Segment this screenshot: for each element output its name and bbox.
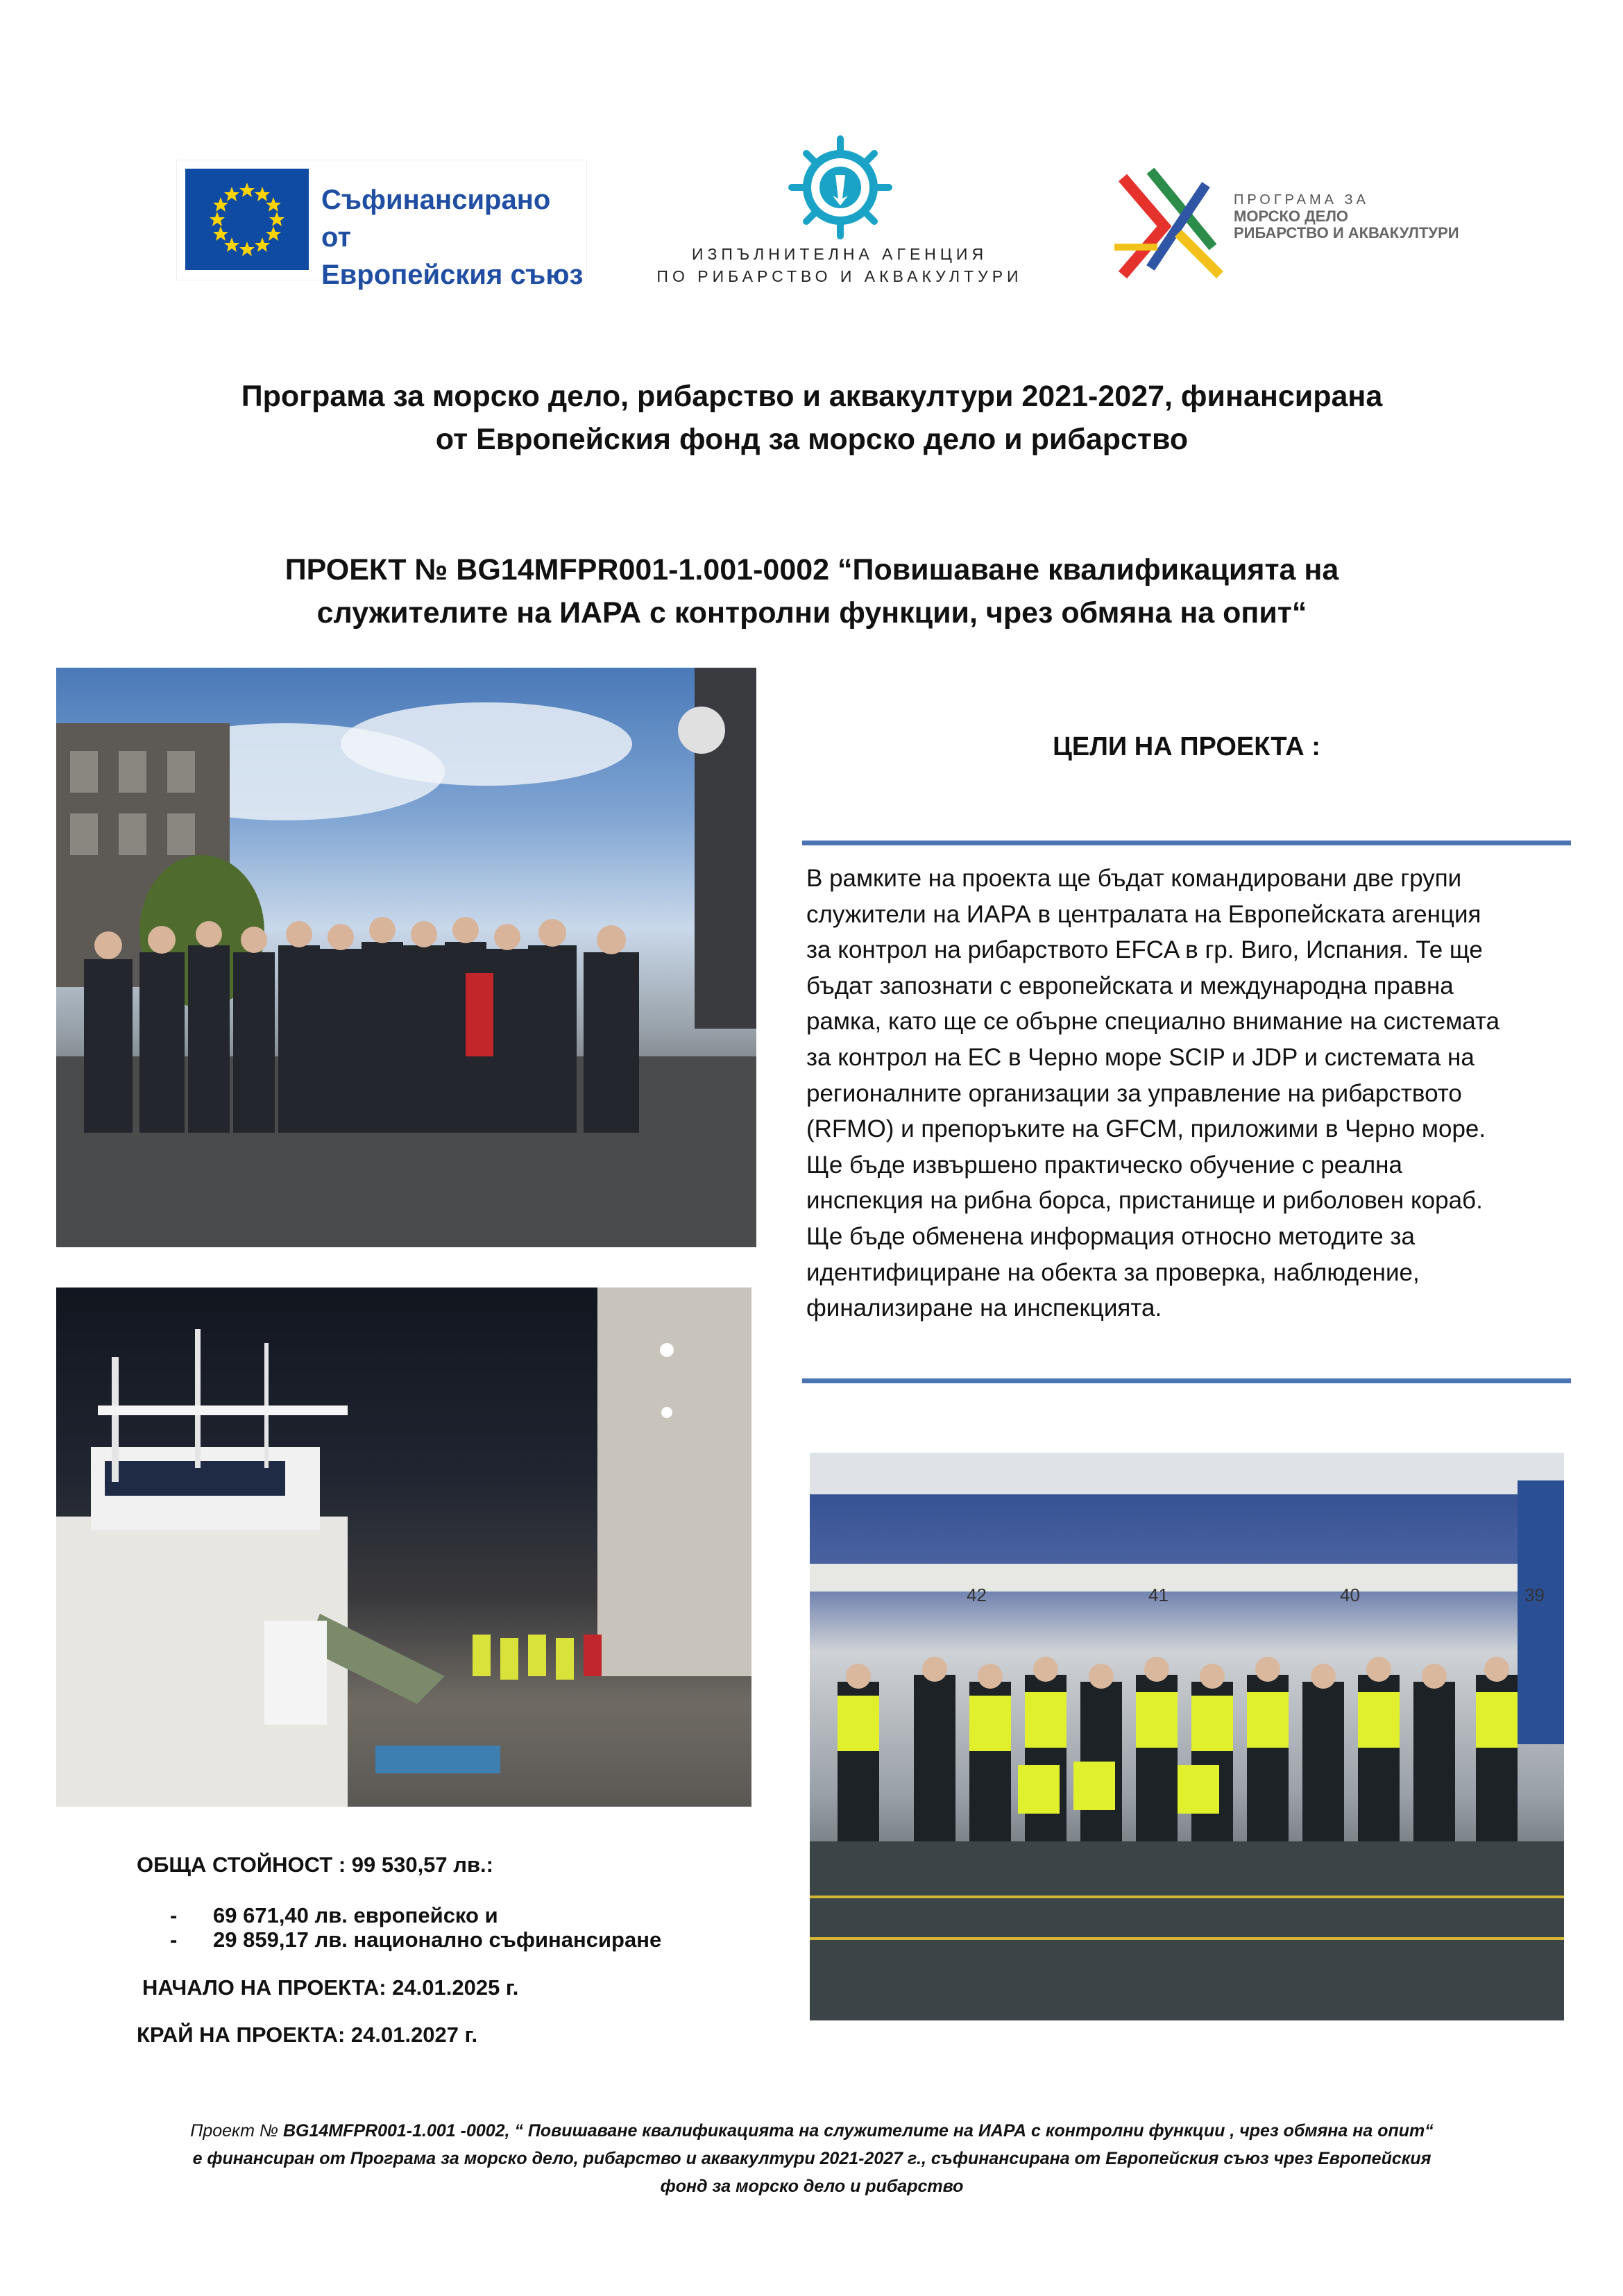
program-logo-line1: ПРОГРАМА ЗА: [1234, 192, 1369, 208]
group-photo-terrace: [56, 668, 756, 1247]
footer-line3-bold: фонд за морско дело и рибарство: [660, 2177, 964, 2196]
program-logo-line2: МОРСКО ДЕЛО: [1234, 208, 1348, 225]
bay-number-40: 40: [1340, 1585, 1360, 1605]
program-logo-line3: РИБАРСТВО И АКВАКУЛТУРИ: [1234, 224, 1459, 242]
goals-line: регионалните организации за управление на рибарството: [806, 1079, 1462, 1107]
iara-logo-line1: ИЗПЪЛНИТЕЛНА АГЕНЦИЯ: [691, 245, 988, 263]
project-title-line1: ПРОЕКТ № BG14MFPR001-1.001-0002 “Повишаване квалификацията на: [284, 553, 1339, 586]
footer-line2: [83, 2145, 1540, 2172]
goals-line: Ще бъде обменена информация относно методите за: [806, 1222, 1415, 1250]
eu-logo-line1: Съфинансирано от: [321, 185, 551, 253]
footer-note: [83, 2117, 1540, 2200]
project-title: [104, 548, 1520, 634]
footer-line1-bold: BG14MFPR001-1.001 -0002, “ Повишаване квалификацията на служителите на ИАРА с контролни функции , чрез обмяна на опит“: [282, 2121, 1434, 2141]
bay-number-41: 41: [1148, 1585, 1169, 1605]
bay-number-39: 39: [1524, 1585, 1545, 1605]
program-heading: [104, 375, 1520, 461]
ship-wheel-icon: [781, 132, 899, 243]
goals-line: инспекция на рибна борса, пристанище и риболовен кораб.: [806, 1187, 1483, 1215]
iara-logo: [652, 132, 1027, 292]
total-value: ОБЩА СТОЙНОСТ : 99 530,57 лв.:: [137, 1852, 493, 1877]
program-logo: [1109, 164, 1470, 282]
program-heading-line2: от Европейския фонд за морско дело и рибарство: [435, 423, 1189, 456]
project-end: КРАЙ НА ПРОЕКТА: 24.01.2027 г.: [137, 2023, 478, 2047]
eu-cofunded-logo: [176, 160, 587, 290]
program-x-mark-icon: [1109, 164, 1227, 282]
finance-item-national-text: 29 859,17 лв. национално съфинансиране: [213, 1927, 662, 1952]
goals-bottom-divider: [802, 1378, 1571, 1383]
group-photo-fish-market: [810, 1453, 1564, 2020]
goals-text: [806, 861, 1568, 1326]
footer-line3: [83, 2172, 1540, 2200]
goals-line: финализиране на инспекцията.: [806, 1294, 1162, 1322]
goals-line: за контрол на рибарството EFCA в гр. Виго, Испания. Те ще: [806, 936, 1483, 964]
footer-line1: [83, 2117, 1540, 2145]
goals-line: бъдат запознати с европейската и международна правна: [806, 972, 1454, 999]
bay-number-42: 42: [967, 1585, 987, 1605]
program-heading-line1: Програма за морско дело, рибарство и аквакултури 2021-2027, финансирана: [241, 380, 1383, 413]
iara-logo-text: [652, 243, 1027, 287]
eu-flag-icon: [185, 169, 309, 270]
eu-logo-text: [321, 181, 586, 294]
program-logo-text: [1234, 192, 1459, 242]
goals-line: служители на ИАРА в централата на Европейската агенция: [806, 900, 1481, 928]
footer-line1-prefix: Проект №: [190, 2121, 283, 2141]
project-title-line2: служителите на ИАРА с контролни функции, чрез обмяна на опит“: [316, 596, 1307, 630]
goals-line: за контрол на ЕС в Черно море SCIP и JDP и системата на: [806, 1043, 1475, 1071]
footer-line2-bold: е финансиран от Програма за морско дело, рибарство и аквакултури 2021-2027 г., съфинансирана от Европейския съюз чрез Европейския: [192, 2149, 1431, 2168]
goals-line: рамка, като ще се обърне специално внимание на системата: [806, 1008, 1500, 1036]
project-start: НАЧАЛО НА ПРОЕКТА: 24.01.2025 г.: [142, 1975, 519, 2000]
goals-line: В рамките на проекта ще бъдат командировани две групи: [806, 865, 1462, 892]
goals-line: (RFMO) и препоръките на GFCM, приложими в Черно море.: [806, 1115, 1486, 1143]
goals-line: Ще бъде извършено практическо обучение с реална: [806, 1151, 1402, 1179]
goals-title: ЦЕЛИ НА ПРОЕКТА :: [1053, 732, 1320, 761]
finance-item-eu: [170, 1903, 498, 1928]
finance-item-national: [170, 1927, 661, 1952]
bullet-dash: -: [170, 1927, 178, 1952]
goals-top-divider: [802, 841, 1571, 845]
goals-line: идентифициране на обекта за проверка, наблюдение,: [806, 1258, 1420, 1286]
finance-item-eu-text: 69 671,40 лв. европейско и: [213, 1903, 498, 1927]
vessel-port-photo: [56, 1288, 751, 1807]
eu-logo-line2: Европейския съюз: [321, 260, 584, 290]
iara-logo-line2: ПО РИБАРСТВО И АКВАКУЛТУРИ: [656, 267, 1023, 285]
bullet-dash: -: [170, 1903, 178, 1927]
